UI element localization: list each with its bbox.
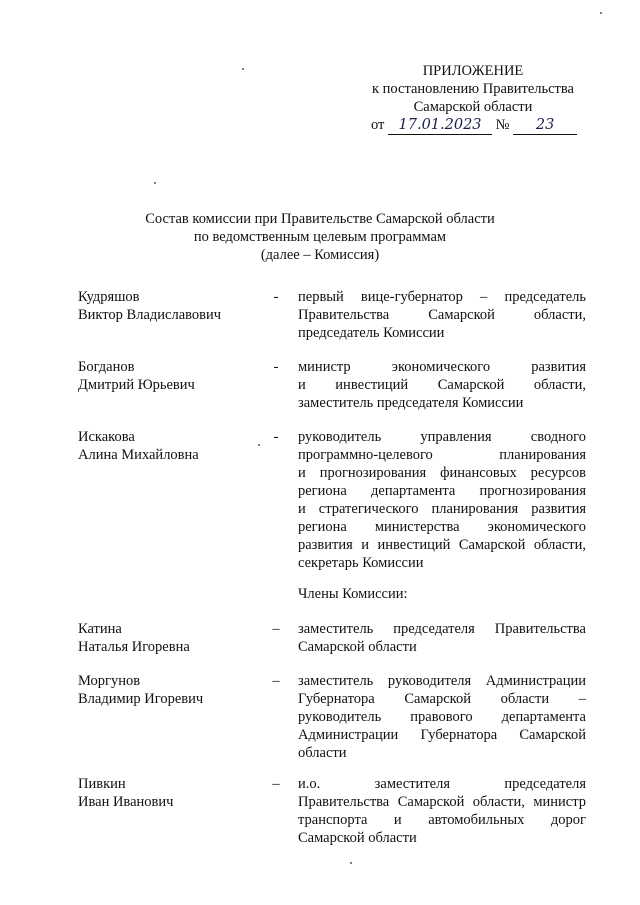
appendix-header <box>360 62 586 116</box>
role-line: заместитель председателя Правительства <box>298 621 586 637</box>
member-surname: Богданов <box>78 359 135 375</box>
role-line: заместитель председателя Комиссии <box>298 395 524 411</box>
order-reference <box>371 116 586 135</box>
member-surname: Искакова <box>78 429 135 445</box>
member-name <box>78 428 258 464</box>
scan-speck <box>154 182 156 184</box>
scan-speck <box>600 12 602 14</box>
member-dash: – <box>272 621 280 637</box>
member-role <box>298 620 586 656</box>
role-line: Губернатора Самарской области – <box>298 691 586 707</box>
scan-speck <box>350 862 352 864</box>
order-number: 23 <box>513 116 577 135</box>
members-heading: Члены Комиссии: <box>298 586 408 602</box>
appendix-line-1: к постановлению Правительства <box>372 81 574 97</box>
role-line: транспорта и автомобильных дорог <box>298 812 586 828</box>
scan-speck <box>242 68 244 70</box>
member-given-names: Владимир Игоревич <box>78 691 204 707</box>
role-line: Самарской области <box>298 639 417 655</box>
role-line: первый вице-губернатор – председатель <box>298 289 586 305</box>
role-line: председатель Комиссии <box>298 325 445 341</box>
member-dash: – <box>272 776 280 792</box>
title-line-2: по ведомственным целевым программам <box>193 229 447 245</box>
role-line: министр экономического развития <box>298 359 586 375</box>
role-line: и прогнозирования финансовых ресурсов <box>298 465 586 481</box>
order-number-sign: № <box>495 117 510 133</box>
member-dash: - <box>273 429 279 445</box>
role-line: руководитель управления сводного <box>298 429 586 445</box>
member-name <box>78 672 258 708</box>
member-surname: Моргунов <box>78 673 141 689</box>
role-line: заместитель руководителя Администрации <box>298 673 586 689</box>
member-given-names: Наталья Игоревна <box>78 639 190 655</box>
member-given-names: Виктор Владиславович <box>78 307 222 323</box>
role-line: региона министерства экономического <box>298 519 586 535</box>
order-prefix: от <box>371 117 385 133</box>
scan-speck <box>258 444 260 446</box>
member-name <box>78 358 258 394</box>
member-given-names: Иван Иванович <box>78 794 174 810</box>
member-dash: – <box>272 673 280 689</box>
role-line: Правительства Самарской области, министр <box>298 794 586 810</box>
role-line: Правительства Самарской области, <box>298 307 586 323</box>
member-role <box>298 358 586 412</box>
member-role <box>298 428 586 572</box>
role-line: области <box>298 745 347 761</box>
member-surname: Пивкин <box>78 776 126 792</box>
member-surname: Катина <box>78 621 122 637</box>
member-name <box>78 775 258 811</box>
member-name <box>78 620 258 656</box>
document-title <box>60 210 580 264</box>
role-line: и стратегического планирования развития <box>298 501 586 517</box>
member-name <box>78 288 258 324</box>
member-role <box>298 288 586 342</box>
role-line: и.о. заместителя председателя <box>298 776 586 792</box>
role-line: развития и инвестиций Самарской области, <box>298 537 586 553</box>
role-line: региона департамента прогнозирования <box>298 483 586 499</box>
member-surname: Кудряшов <box>78 289 140 305</box>
order-date: 17.01.2023 <box>388 116 492 135</box>
member-role <box>298 672 586 762</box>
role-line: Администрации Губернатора Самарской <box>298 727 586 743</box>
role-line: и инвестиций Самарской области, <box>298 377 586 393</box>
title-line-3: (далее – Комиссия) <box>260 247 380 263</box>
member-dash: - <box>273 359 279 375</box>
role-line: секретарь Комиссии <box>298 555 424 571</box>
role-line: Самарской области <box>298 830 417 846</box>
member-role <box>298 775 586 847</box>
title-line-1: Состав комиссии при Правительстве Самарской области <box>145 211 495 227</box>
member-dash: - <box>273 289 279 305</box>
member-given-names: Дмитрий Юрьевич <box>78 377 195 393</box>
member-given-names: Алина Михайловна <box>78 447 199 463</box>
appendix-line-2: Самарской области <box>413 99 533 115</box>
role-line: руководитель правового департамента <box>298 709 586 725</box>
appendix-title: ПРИЛОЖЕНИЕ <box>422 63 524 79</box>
role-line: программно-целевого планирования <box>298 447 586 463</box>
